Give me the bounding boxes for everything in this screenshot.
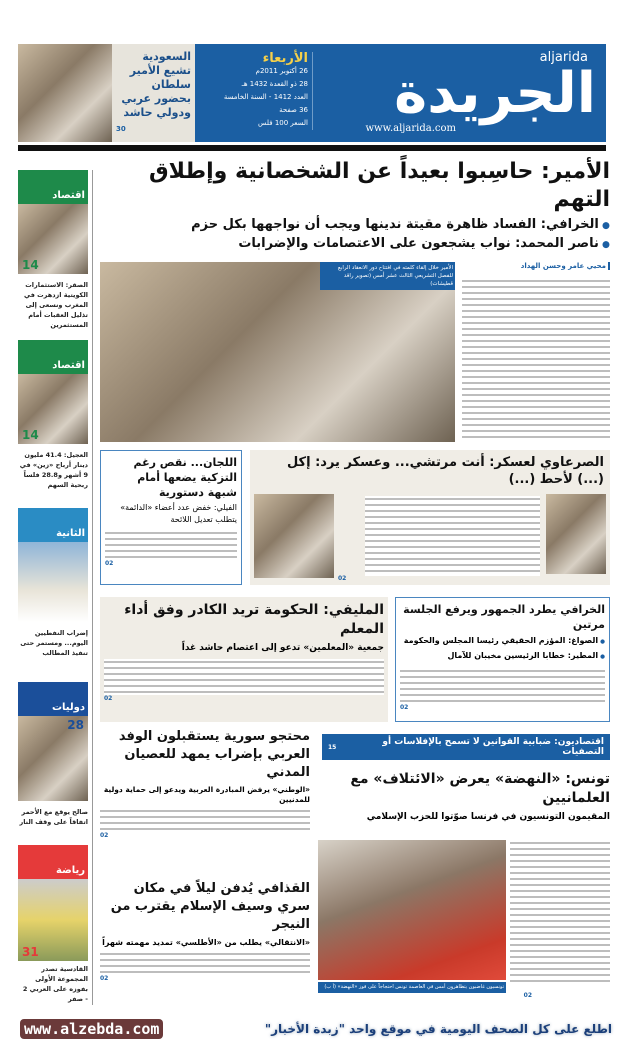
story-8[interactable] bbox=[100, 880, 310, 982]
story-3-headline: اللجان... نقص رغم التزكية يضعها أمام شبهة دستورية bbox=[133, 456, 237, 499]
story-3-body bbox=[105, 530, 237, 560]
story-5-sub: جمعية «المعلمين» تدعو إلى اعتصام حاشد غداً bbox=[181, 643, 384, 653]
section-label: اقتصاد bbox=[18, 340, 88, 374]
day: الأربعاء bbox=[262, 51, 308, 66]
story-6-body bbox=[510, 840, 610, 985]
section-label: الثانية bbox=[18, 508, 88, 542]
sidebar-photo bbox=[18, 374, 88, 444]
story-4-headline: الخرافي يطرد الجمهور ويرفع الجلسة مرتين bbox=[403, 603, 605, 631]
issue-info bbox=[203, 52, 313, 130]
story-7-page: 02 bbox=[100, 832, 109, 839]
page-number: 31 bbox=[22, 945, 39, 959]
teaser[interactable] bbox=[112, 44, 195, 142]
teaser-photo bbox=[18, 44, 112, 142]
logo: الجريدة bbox=[394, 61, 596, 126]
story-8-body bbox=[100, 951, 310, 975]
story-7[interactable] bbox=[100, 728, 310, 839]
banner-text: اقتصاديون: ضبابية القوانين لا تسمح بالإفلاسات أو التصفيات bbox=[382, 737, 604, 757]
economy-banner[interactable] bbox=[322, 734, 610, 760]
site-url[interactable]: www.aljarida.com bbox=[365, 123, 456, 134]
story-7-body bbox=[100, 808, 310, 832]
sidebar-5[interactable] bbox=[18, 845, 88, 1004]
section-label: رياضة bbox=[18, 845, 88, 879]
story-6-heads bbox=[322, 770, 610, 823]
story-5[interactable] bbox=[100, 597, 388, 722]
footer-banner[interactable] bbox=[0, 1013, 632, 1045]
story-5-body bbox=[104, 659, 384, 695]
sidebar-1[interactable] bbox=[18, 170, 88, 330]
story-2-headline: الصرعاوي لعسكر: أنت مرتشي... وعسكر يرد: إكل (...) لأحط (...) bbox=[286, 455, 604, 487]
issue-number: العدد 1412 - السنة الخامسة bbox=[223, 93, 308, 101]
sidebar-4[interactable] bbox=[18, 682, 88, 827]
page-count: 36 صفحة bbox=[279, 106, 308, 114]
story-4[interactable] bbox=[395, 597, 610, 722]
sidebar-photo bbox=[18, 879, 88, 961]
story-7-headline: محتجو سورية يستقبلون الوفد العربي بإضراب يمهد للعصيان المدني bbox=[118, 729, 310, 780]
masthead bbox=[195, 44, 606, 142]
story-4-sub-2: ● المطير: خطابا الرئيسين مخيبان للآمال bbox=[400, 650, 605, 663]
story-6-headline[interactable]: تونس: «النهضة» يعرض «الائتلاف» مع العلمانيين bbox=[350, 771, 610, 806]
banner-page: 15 bbox=[328, 743, 337, 751]
story-7-sub: «الوطني» يرفض المبادرة العربية ويدعو إلى حماية دولية للمدنيين bbox=[103, 785, 310, 804]
teaser-headline: السعودية تشيع الأمير سلطان بحضور عربي ودولي حاشد bbox=[121, 50, 191, 119]
section-label: اقتصاد bbox=[18, 170, 88, 204]
story-5-page: 02 bbox=[104, 695, 113, 702]
column-rule bbox=[92, 170, 93, 1005]
story-2-body bbox=[365, 496, 540, 576]
lead-sub-1: ● الخرافي: الفساد ظاهرة مقيتة ندينها ويجب أن نواجهها بكل حزم bbox=[100, 216, 610, 235]
story-8-page: 02 bbox=[100, 975, 109, 982]
sidebar-text: الصقر: الاستثمارات الكويتية ازدهرت في المغرب ونسعى إلى تذليل العقبات أمام المستثمرين bbox=[24, 281, 88, 329]
story-8-headline: القذافي يُدفن ليلاً في مكان سري وسيف الإسلام يقترب من النيجر bbox=[110, 881, 310, 932]
lead-byline: محيي عامر وحسن الهداد bbox=[521, 262, 610, 270]
lead-caption: الأمير خلال إلقاء كلمته في افتتاح دور الانعقاد الرابع للفصل التشريعي الثالث عشر أمس (تصوير راقد قطيشات) bbox=[320, 262, 455, 290]
sidebar-photo bbox=[18, 204, 88, 274]
story-2[interactable] bbox=[250, 450, 610, 585]
date-hijri: 28 ذو القعدة 1432 هـ bbox=[241, 80, 308, 88]
section-label: دوليات bbox=[18, 682, 88, 716]
page-number: 28 bbox=[67, 718, 84, 732]
story-3-page: 02 bbox=[105, 560, 114, 567]
footer-text: اطلع على كل الصحف اليومية في موقع واحد "زبدة الأخبار" bbox=[264, 1022, 612, 1036]
story-3[interactable] bbox=[100, 450, 242, 585]
story-2-photo-left bbox=[254, 494, 334, 578]
sidebar-text: صالح يوقع مع الأحمر اتفاقاً على وقف النار bbox=[19, 808, 88, 826]
story-4-body bbox=[400, 668, 605, 704]
sidebar-text: إضراب النفطيين اليوم... ومستمر حتى تنفيذ المطالب bbox=[20, 629, 88, 657]
date-gregorian: 26 أكتوبر 2011م bbox=[255, 67, 308, 75]
footer-url[interactable]: www.alzebda.com bbox=[20, 1019, 163, 1039]
story-4-page: 02 bbox=[400, 704, 409, 711]
price: السعر 100 فلس bbox=[258, 119, 308, 127]
lead-heads bbox=[100, 158, 610, 254]
story-2-page: 02 bbox=[338, 575, 347, 582]
story-6-caption: تونسيون غاضبون يتظاهرون أمس في العاصمة تونس احتجاجاً على فوز «النهضة» (أ ب) bbox=[318, 982, 506, 993]
story-6-photo bbox=[318, 840, 506, 980]
sidebar-text: العجيل: 41.4 مليون دينار أرباح «زين» في 9 أشهر و28.8 فلساً ربحية السهم bbox=[19, 451, 88, 489]
lead-body bbox=[462, 278, 610, 438]
teaser-page: 30 bbox=[116, 125, 126, 133]
story-2-photo-right bbox=[546, 494, 606, 574]
sidebar-photo bbox=[18, 542, 88, 622]
lead-sub-2: ● ناصر المحمد: نواب يشجعون على الاعتصامات والإضرابات bbox=[100, 235, 610, 254]
masthead-rule bbox=[18, 145, 606, 151]
story-5-headline: المليفي: الحكومة تريد الكادر وفق أداء المعلم bbox=[124, 602, 384, 637]
sidebar-text: القادسية تصدر المجموعة الأولى بفوزه على العربي 2 - صفر bbox=[22, 965, 88, 1003]
lead-headline[interactable]: الأمير: حاسِبوا بعيداً عن الشخصانية وإطلاق التهم bbox=[149, 159, 610, 212]
story-3-sub: الفيلي: خفض عدد أعضاء «الدائمة» يتطلب تعديل اللائحة bbox=[120, 503, 237, 524]
page-number: 14 bbox=[22, 428, 39, 442]
page-number: 14 bbox=[22, 258, 39, 272]
logo-latin: aljarida bbox=[539, 50, 588, 65]
story-8-sub: «الانتقالي» يطلب من «الأطلسي» تمديد مهمته شهراً bbox=[102, 938, 310, 947]
sidebar-3[interactable] bbox=[18, 508, 88, 658]
story-4-sub-1: ● الصواغ: المؤزم الحقيقي رئيسا المجلس والحكومة bbox=[400, 635, 605, 648]
sidebar-photo bbox=[18, 716, 88, 801]
story-6-page: 02 bbox=[523, 992, 532, 999]
sidebar-2[interactable] bbox=[18, 340, 88, 490]
story-6-sub: المقيمون التونسيون في فرنسا صوّتوا للحزب الإسلامي bbox=[366, 812, 610, 822]
